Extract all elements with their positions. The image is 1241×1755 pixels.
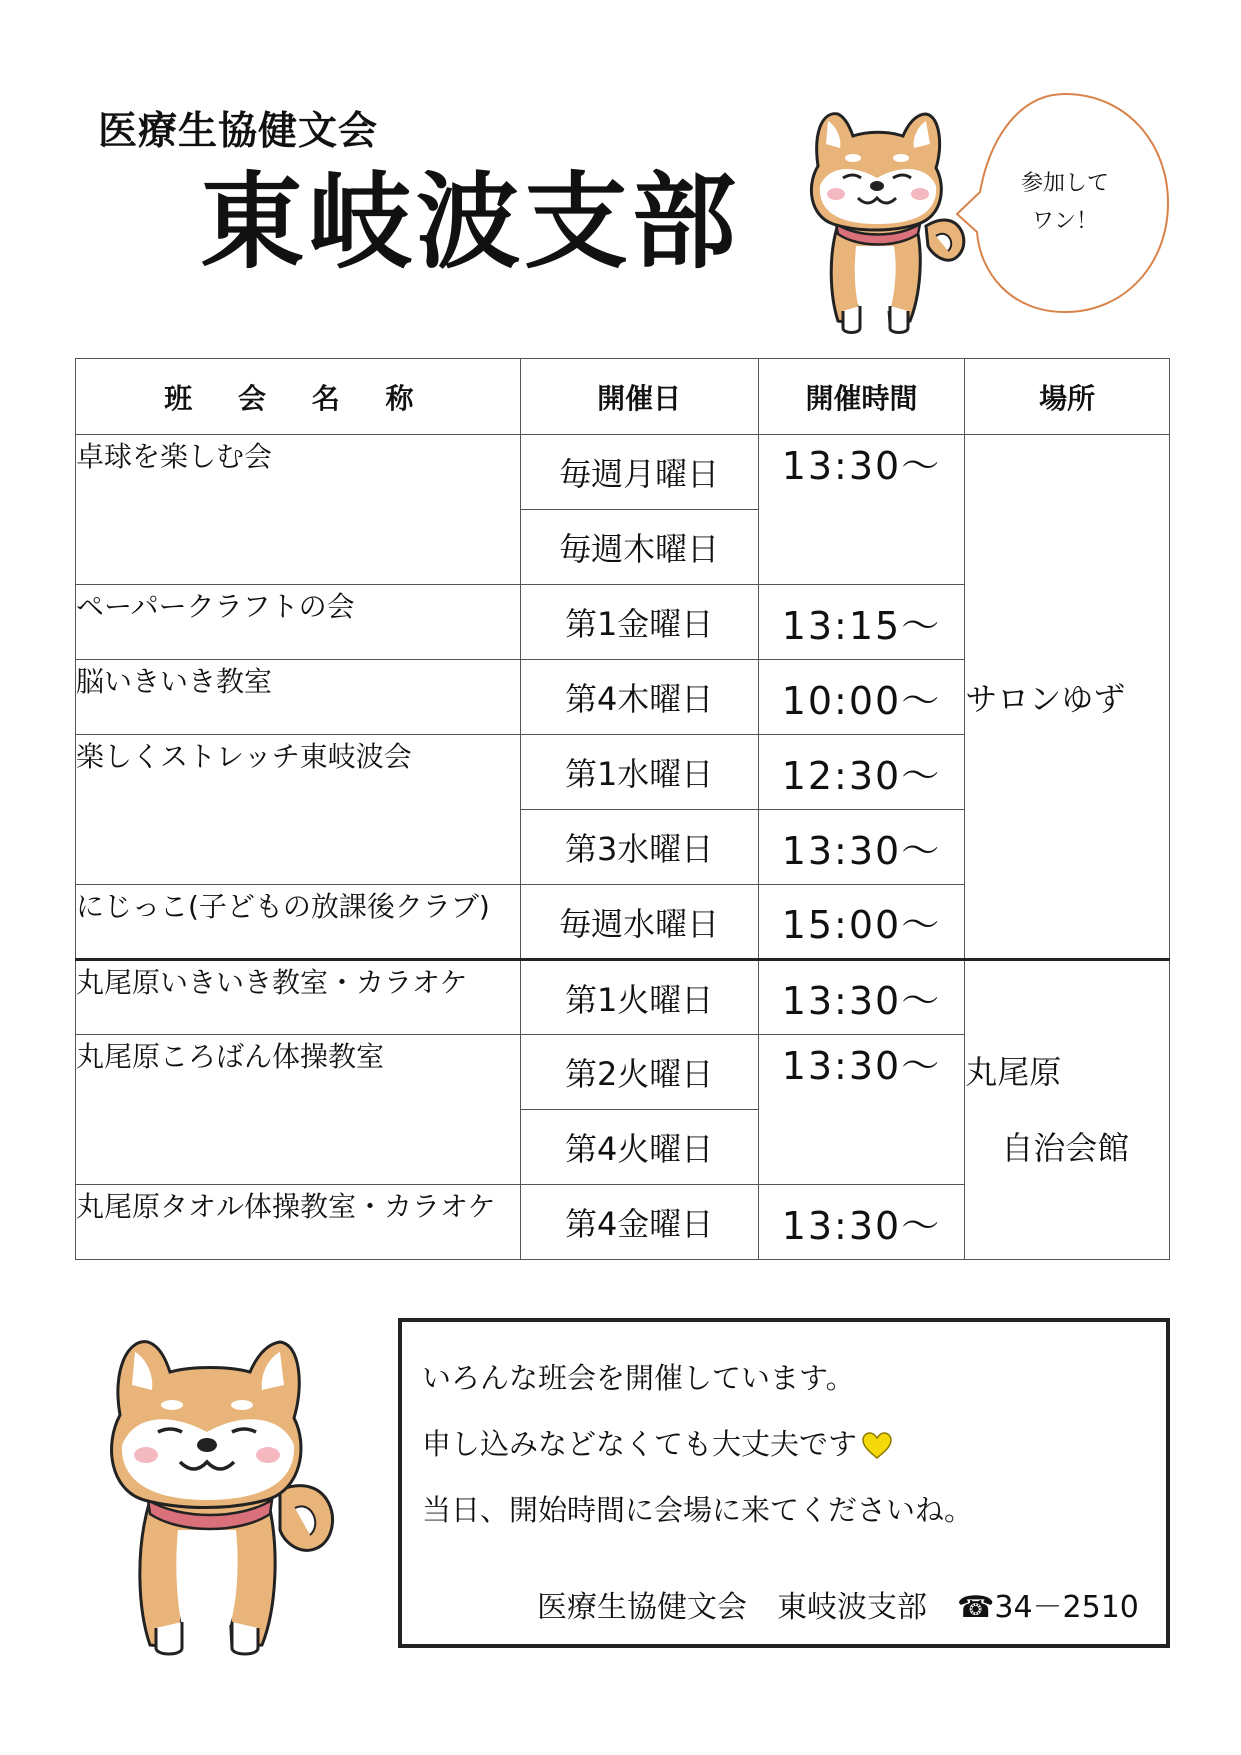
- table-header-row: [76, 359, 1170, 435]
- time-cell: 15:00〜: [758, 885, 965, 960]
- speech-bubble-text: [990, 165, 1140, 241]
- table-row: [76, 435, 1170, 510]
- day-cell: 第1水曜日: [520, 735, 758, 810]
- header-group-name: 班 会 名 称: [76, 359, 521, 435]
- day-cell: 毎週水曜日: [520, 885, 758, 960]
- place-cell-salon: サロンゆず: [965, 435, 1170, 960]
- info-box: [398, 1318, 1170, 1648]
- time-cell: 13:30〜: [758, 1185, 965, 1260]
- bubble-line-2: ワン！: [1031, 209, 1098, 234]
- info-line-2: [422, 1422, 893, 1463]
- time-cell: 13:30〜: [758, 810, 965, 885]
- time-cell: 12:30〜: [758, 735, 965, 810]
- place-line-1: 丸尾原: [965, 1053, 1062, 1091]
- time-cell: 13:30〜: [758, 1035, 965, 1185]
- day-cell: 第4木曜日: [520, 660, 758, 735]
- header-time: 開催時間: [758, 359, 965, 435]
- day-cell: 毎週木曜日: [520, 510, 758, 585]
- time-cell: 13:15〜: [758, 585, 965, 660]
- header-date: 開催日: [520, 359, 758, 435]
- time-cell: 10:00〜: [758, 660, 965, 735]
- day-cell: 毎週月曜日: [520, 435, 758, 510]
- shiba-dog-illustration-top: [798, 106, 976, 336]
- place-cell-maruobara: [965, 960, 1170, 1260]
- group-name-cell: 丸尾原ころばん体操教室: [76, 1035, 521, 1185]
- time-cell: 13:30〜: [758, 435, 965, 585]
- org-name: 医療生協健文会: [98, 109, 379, 154]
- group-name-cell: ペーパークラフトの会: [76, 585, 521, 660]
- header-place: 場所: [965, 359, 1170, 435]
- contact-info: 医療生協健文会 東岐波支部 ☎34－2510: [537, 1590, 1139, 1625]
- table-row: [76, 960, 1170, 1035]
- shiba-dog-illustration-bottom: [90, 1330, 350, 1660]
- day-cell: 第2火曜日: [520, 1035, 758, 1110]
- time-cell: 13:30〜: [758, 960, 965, 1035]
- day-cell: 第1火曜日: [520, 960, 758, 1035]
- place-line-2: 自治会館: [1001, 1129, 1130, 1167]
- info-line-2-text: 申し込みなどなくても大丈夫です: [422, 1427, 858, 1461]
- group-name-cell: 卓球を楽しむ会: [76, 435, 521, 585]
- day-cell: 第4火曜日: [520, 1110, 758, 1185]
- group-name-cell: 楽しくストレッチ東岐波会: [76, 735, 521, 885]
- info-line-1: いろんな班会を開催しています。: [422, 1361, 855, 1395]
- bubble-line-1: 参加して: [1020, 171, 1109, 196]
- day-cell: 第4金曜日: [520, 1185, 758, 1260]
- info-line-3: 当日、開始時間に会場に来てくださいね。: [422, 1493, 974, 1527]
- place-maruobara: [965, 1034, 1169, 1186]
- day-cell: 第3水曜日: [520, 810, 758, 885]
- group-name-cell: にじっこ(子どもの放課後クラブ): [76, 885, 521, 960]
- group-name-cell: 丸尾原タオル体操教室・カラオケ: [76, 1185, 521, 1260]
- branch-name: 東岐波支部: [200, 161, 741, 283]
- group-name-cell: 脳いきいき教室: [76, 660, 521, 735]
- schedule-table: [75, 358, 1170, 1260]
- day-cell: 第1金曜日: [520, 585, 758, 660]
- group-name-cell: 丸尾原いきいき教室・カラオケ: [76, 960, 521, 1035]
- heart-icon: [861, 1432, 893, 1460]
